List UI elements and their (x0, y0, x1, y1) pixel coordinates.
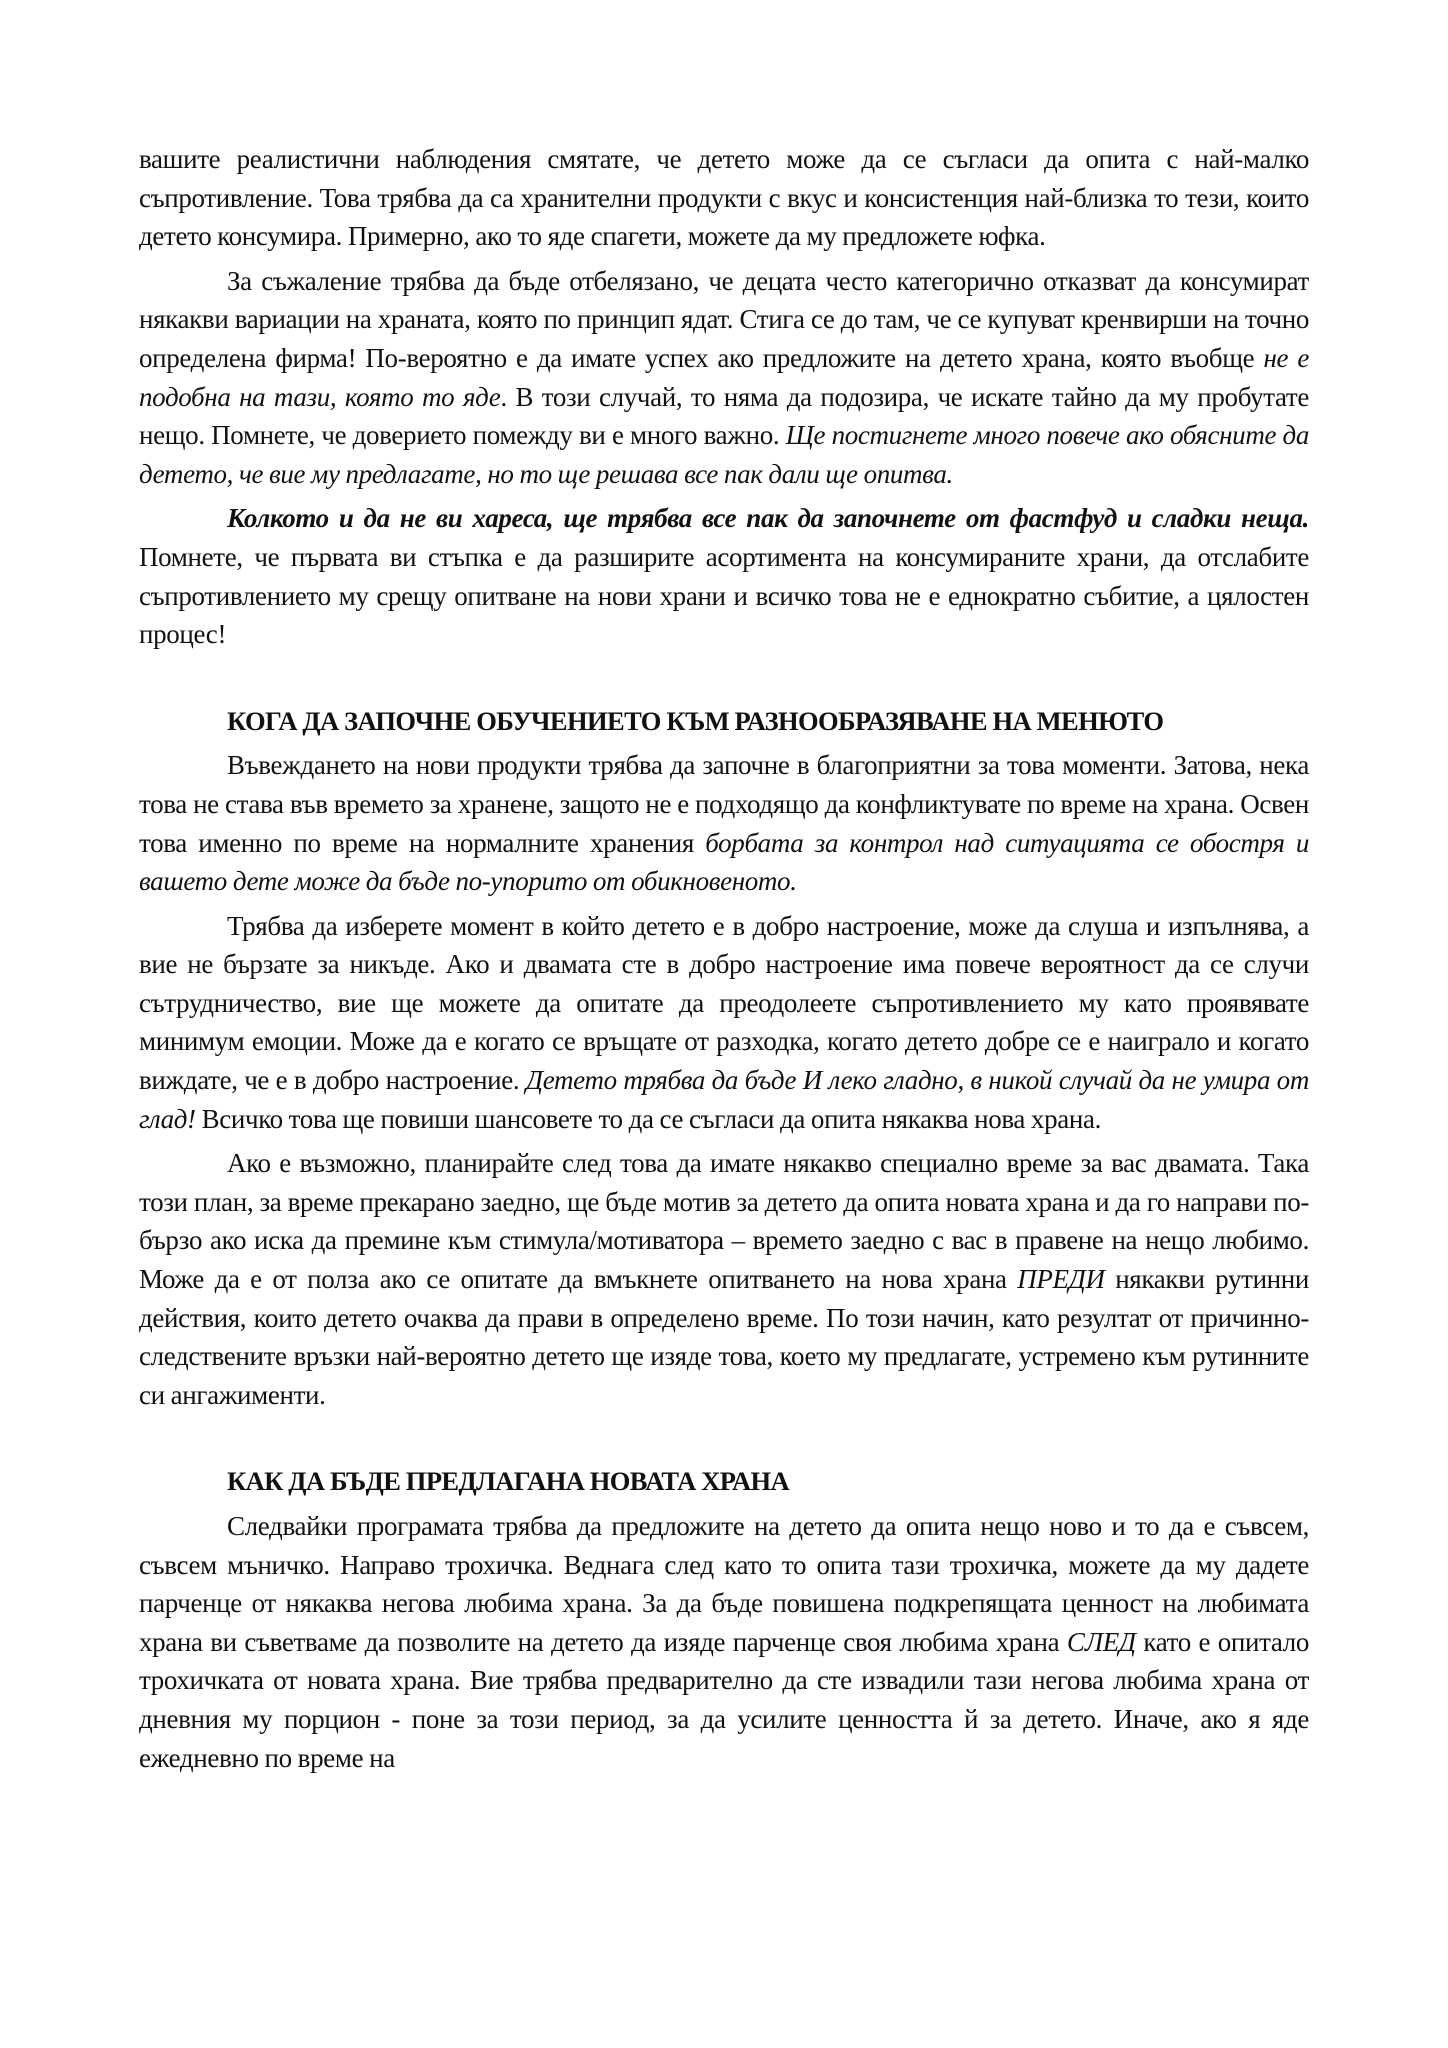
emphasis-text: СЛЕД (1066, 1626, 1136, 1657)
paragraph-fastfood (139, 499, 1309, 653)
emphasis-text: Ще постигнете много повече ако обясните да детето, че вие му предлагате, но то ще решава все пак дали ще опитва. (139, 420, 1310, 489)
paragraph-introduction-timing (139, 746, 1309, 900)
bold-emphasis-text: Колкото и да не ви хареса, ще трябва все пак да започнете от фастфуд и сладки неща. (227, 503, 1309, 534)
section-heading-how-to-offer: КАК ДА БЪДЕ ПРЕДЛАГАНА НОВАТА ХРАНА (227, 1466, 790, 1497)
paragraph-good-mood (139, 907, 1309, 1139)
paragraph-tiny-crumb (139, 1507, 1309, 1777)
paragraph-text: Всичко това ще повиши шансовете то да се съгласи да опита някаква нова храна. (195, 1103, 1101, 1134)
emphasis-text: не е подобна на тази, която то яде (139, 342, 1309, 412)
emphasis-text: борбата за контрол над ситуацията се обостря и вашето дете може да бъде по-упорито от обикновеното. (139, 827, 1309, 897)
paragraph-text: Следвайки програмата трябва да предложите на детето да опита нещо ново и то да е съвсем, съвсем мъничко. Направо трохичка. Веднага след като то опита тази трохичка, можете да му дадете парченце от някаква негова любима храна. За да бъде повишена подкрепящата ценност на любимата храна ви съветваме да позволите на детето да изяде парченце своя любима храна (139, 1511, 1309, 1657)
section-heading-when-to-start: КОГА ДА ЗАПОЧНЕ ОБУЧЕНИЕТО КЪМ РАЗНООБРАЗЯВАНЕ НА МЕНЮТО (227, 705, 1164, 736)
paragraph-text: За съжаление трябва да бъде отбелязано, че децата често категорично отказват да консумират някакви вариации на храната, която по принцип ядат. Стига се до там, че се купуват кренвирши на точно определена фирма! По-вероятно е да имате успех ако предложите на детето храна, която въобще (139, 265, 1309, 373)
paragraph-variations (139, 262, 1309, 494)
paragraph-text: някакви рутинни действия, които детето очаква да прави в определено време. По този начин, като резултат от причинно-следствените връзки най-вероятно детето ще изяде това, което му предлагате, устремено към рутинните си ангажименти. (139, 1264, 1309, 1410)
paragraph-text: Помнете, че първата ви стъпка е да разширите асортимента на консумираните храни, да отслабите съпротивлението му срещу опитване на нови храни и всичко това не е еднократно събитие, а цялостен процес! (139, 541, 1309, 650)
emphasis-text: ПРЕДИ (1017, 1264, 1105, 1295)
paragraph-text: Ако е възможно, планирайте след това да имате някакво специално време за вас двамата. Така този план, за време прекарано заедно, ще бъде мотив за детето да опита новата храна и да го направи по-бързо ако иска да премине към стимула/мотиватора – времето заедно с вас в правене на нещо любимо. Може да е от полза ако се опитате да вмъкнете опитването на нова храна (139, 1148, 1309, 1295)
document-page (139, 140, 1309, 1783)
paragraph-text: Трябва да изберете момент в който детето е в добро настроение, може да слуша и изпълнява, а вие не бързате за никъде. Ако и двамата сте в добро настроение има повече вероятност да се случи сътрудничество, вие ще можете да опитате да преодолеете съпротивлението му като проявявате минимум емоции. Може да е когато се връщате от разходка, когато детето добре се е наиграло и когато виждате, че е в добро настроение. (139, 910, 1309, 1096)
paragraph-text: . В този случай, то няма да подозира, че искате тайно да му пробутате нещо. Помнете, че доверието помежду ви е много важно. (139, 381, 1310, 451)
emphasis-text: Детето трябва да бъде И леко гладно, в никой случай да не умира от глад! (139, 1065, 1309, 1134)
paragraph-special-time (139, 1144, 1309, 1414)
paragraph-continuation (139, 140, 1309, 256)
paragraph-text: Въвеждането на нови продукти трябва да започне в благоприятни за това моменти. Затова, нека това не става във времето за хранене, защото не е подходящо да конфликтувате по време на храна. Освен това именно по време на нормалните хранения (139, 750, 1309, 858)
paragraph-text: като е опитало трохичката от новата храна. Вие трябва предварително да сте извадили тази негова любима храна от дневния му порцион - поне за този период, за да усилите ценността й за детето. Иначе, ако я яде ежедневно по време на (139, 1626, 1309, 1773)
paragraph-text: вашите реалистични наблюдения смятате, че детето може да се съгласи да опита с най-малко съпротивление. Това трябва да са хранителни продукти с вкус и консистенция най-близка то тези, които детето консумира. Примерно, ако то яде спагети, можете да му предложете юфка. (139, 144, 1309, 252)
